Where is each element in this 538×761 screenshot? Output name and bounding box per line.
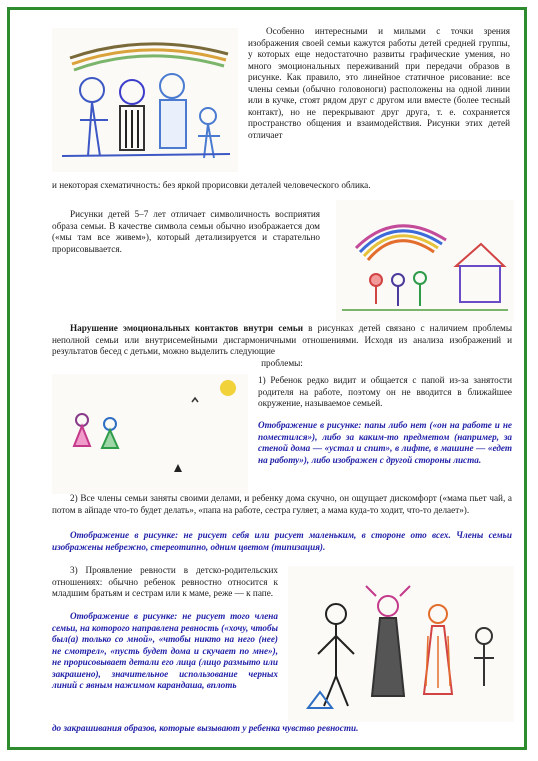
problem3-display-last: до закрашивания образов, которые вызывают у ребенка чувство ревности. [52, 723, 359, 733]
intro-continuation: и некоторая схематичность: без яркой прорисовки деталей человеческого облика. [52, 180, 371, 190]
problem1-display: Отображение в рисунке: папы либо нет («он на работе и не поместился»), либо за каким-то предметом (например, за стеной дома — «устал и спит», в лифте, в машине — «едет на работу»), либо изображен с другой стороны листа. [258, 420, 512, 465]
problem2-text: 2) Все члены семьи заняты своими делами, и ребенку дома скучно, он ощущает дискомфорт («мама пьет чай, а потом в айпаде что-то будет делать», «папа на работе, сестра гуляет, а мама куда-то ходит, что-то делает»). [52, 493, 512, 515]
child-drawing-dark-figures [288, 566, 514, 722]
child-drawing-two-figures [52, 374, 248, 494]
violation-lead: в рисунках детей связано с наличием проблемы неполной семьи или внутрисемейными дисгармоничными отношениями. Исходя из анализа изображений и результатов бесед с детьми, можно выделить следующие [52, 323, 512, 356]
problem3-text: 3) Проявление ревности в детско-родительских отношениях: обычно ребенок ревностно относится к младшим братьям и сестрам или к маме, реже — к папе. [52, 565, 278, 598]
child-drawing-house-rainbow [336, 200, 514, 322]
problem1-text: 1) Ребенок редко видит и общается с папой из-за занятости родителя на работе, поэтому он не вводится в ближайшее окружение, называемое семьей. [258, 375, 512, 408]
violation-last-line: проблемы: [261, 358, 303, 368]
symbolic-paragraph: Рисунки детей 5–7 лет отличает символичность восприятия образа семьи. В качестве символа семьи обычно изображается дом («мы там все живем»), который детализируется и старательно прорисовывается. [52, 209, 320, 254]
violation-heading: Нарушение эмоциональных контактов внутри семьи [70, 323, 304, 333]
intro-paragraph: Особенно интересными и милыми с точки зрения изображения своей семьи кажутся работы детей средней группы, у которых еще недостаточно развиты графические умения, но много эмоциональных переживаний при передачи образов в рисунке. Как правило, это линейное статичное рисование: все члены семьи (обычно головоноги) расположены на одной линии или в кучке, стоят рядом друг с другом или вместе (более тесный контакт), но не перекрывают друг друга, т. е. сохраняется пространство общения и взаимодействия. Рисунки этих детей отличает [248, 26, 510, 140]
violation-paragraph [52, 323, 512, 358]
problem3-display: Отображение в рисунке: не рисует того члена семьи, на которого направлена ревность («хочу, чтобы был(а) только со мной», «чтобы никто на него (нее) не смотрел», «пусть будет дома и скучает по мне»), не прорисовывает детали его лица (лицо размыто или закрашено), значительное использование черных линий с явным нажимом карандаша, вплоть [52, 611, 278, 690]
problem2-display: Отображение в рисунке: не рисует себя или рисует маленьким, в стороне ото всех. Члены семьи изображены небрежно, стереотипно, одним цветом (типизация). [52, 530, 512, 552]
child-drawing-family-line [52, 28, 238, 172]
